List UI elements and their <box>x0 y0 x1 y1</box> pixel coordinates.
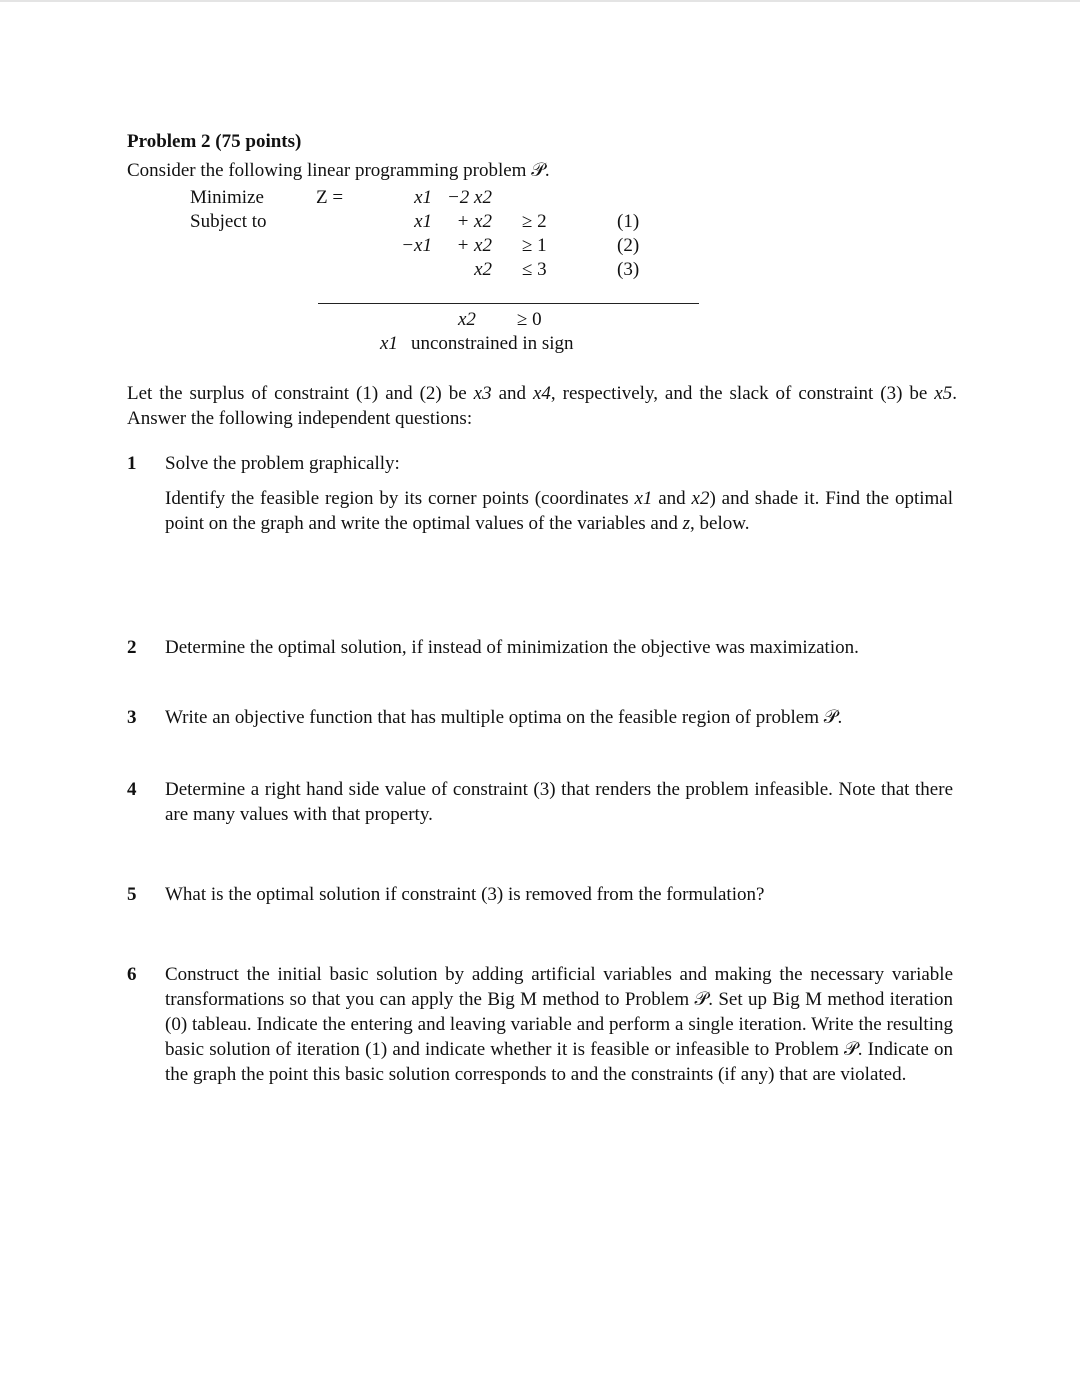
page-top-border <box>0 0 1080 2</box>
constraint-row-2 <box>190 234 639 258</box>
constraint-divider <box>318 303 699 304</box>
free-text: unconstrained in sign <box>411 333 574 354</box>
question-number: 1 <box>127 453 137 474</box>
minimize-label: Minimize <box>190 187 264 208</box>
constraint-term: x1 <box>414 211 432 232</box>
text-segment: , below. <box>690 513 750 534</box>
text-segment: , respectively, and the slack of constraint (3) be <box>550 383 935 404</box>
question-text <box>165 705 953 730</box>
question-number: 6 <box>127 964 137 985</box>
variable: x3 <box>473 383 492 404</box>
question-number: 4 <box>127 779 137 800</box>
question-6 <box>127 962 953 1087</box>
constraint-term: + x2 <box>456 211 492 232</box>
constraint-label: (1) <box>617 211 640 232</box>
text-segment: Construct the initial basic solution by adding artificial variables and making the necessary variable transformations so that you can apply the Big M method to Problem 𝒫. Set up Big M method iteration (0) tableau. Indicate the entering and leaving variable and perform a single iteration. Write the resulting basic solution of iteration (1) and indicate whether it is feasible or infeasible to Problem 𝒫. Indicate on the graph the point this basic solution corresponds to and the constraints (if any) that are violated. <box>165 964 953 1085</box>
text-segment: Determine a right hand side value of constraint (3) that renders the problem infeasible. Note that there are many values with that property. <box>165 779 953 825</box>
constraint-label: (2) <box>617 235 640 256</box>
constraint-term: −x1 <box>401 235 432 256</box>
text-segment: and <box>652 488 692 509</box>
z-equals: Z = <box>316 187 344 208</box>
question-number: 2 <box>127 637 137 658</box>
variable: x4 <box>532 383 551 404</box>
lp-formulation <box>190 186 639 282</box>
constraint-term: + x2 <box>456 235 492 256</box>
question-detail <box>165 486 953 536</box>
constraint-rhs: ≥ 1 <box>522 235 547 256</box>
constraint-row-3 <box>190 258 639 282</box>
question-4 <box>127 777 953 827</box>
objective-row <box>190 186 639 210</box>
variables-paragraph <box>127 381 957 431</box>
variable: x5 <box>934 383 953 404</box>
text-segment: ) and shade it. Find the optimal point on the graph and write the optimal values of the variables and <box>165 488 953 534</box>
text-segment: Determine the optimal solution, if instead of minimization the objective was maximization. <box>165 637 859 658</box>
constraint-rhs: ≤ 3 <box>522 259 547 280</box>
problem-intro <box>127 160 550 182</box>
question-2 <box>127 635 953 660</box>
question-text <box>165 777 953 827</box>
question-text <box>165 962 953 1087</box>
question-text <box>165 451 953 476</box>
variable: x2 <box>691 488 710 509</box>
question-text <box>165 635 953 660</box>
problem-title: Problem 2 (75 points) <box>127 131 302 152</box>
variable: z <box>682 513 691 534</box>
text-segment: Solve the problem graphically: <box>165 453 400 474</box>
text-segment: 𝒫. <box>531 160 550 181</box>
constraint-row-1 <box>190 210 639 234</box>
variable: x1 <box>634 488 653 509</box>
text-segment: . Answer the following independent questions: <box>127 383 957 429</box>
nonneg-var: x2 <box>458 309 476 330</box>
constraint-label: (3) <box>617 259 640 280</box>
constraint-term <box>382 258 432 282</box>
nonneg-rel: ≥ 0 <box>517 309 542 330</box>
objective-x1: x1 <box>414 187 432 208</box>
constraint-rhs: ≥ 2 <box>522 211 547 232</box>
text-segment: Identify the feasible region by its corner points (coordinates <box>165 488 635 509</box>
question-5 <box>127 882 953 907</box>
question-number: 3 <box>127 707 137 728</box>
question-3 <box>127 705 953 730</box>
free-var: x1 <box>380 333 398 354</box>
text-segment: Let the surplus of constraint (1) and (2) be <box>127 383 474 404</box>
text-segment: Consider the following linear programming problem <box>127 160 532 181</box>
text-segment: What is the optimal solution if constraint (3) is removed from the formulation? <box>165 884 765 905</box>
text-segment: Write an objective function that has multiple optima on the feasible region of problem 𝒫. <box>165 707 843 728</box>
objective-x2: −2 x2 <box>446 187 492 208</box>
question-text <box>165 882 953 907</box>
question-number: 5 <box>127 884 137 905</box>
constraint-term: x2 <box>474 259 492 280</box>
text-segment: and <box>491 383 533 404</box>
question-1 <box>127 451 953 536</box>
subject-to-label: Subject to <box>190 211 267 232</box>
